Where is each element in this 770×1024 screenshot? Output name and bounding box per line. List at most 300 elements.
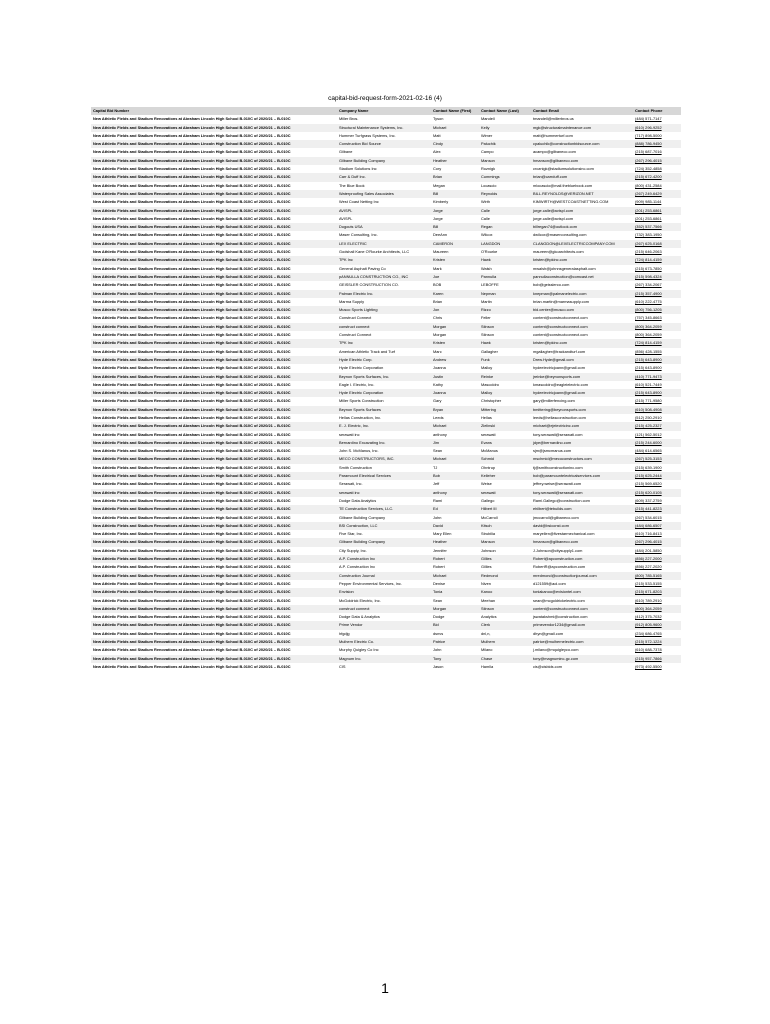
cell-contact-last-name: Schmid — [481, 456, 494, 462]
cell-contact-email[interactable]: jmccarroll@gilbaneco.com — [533, 514, 579, 520]
cell-contact-email[interactable]: david@bsiconst.com — [533, 522, 569, 528]
cell-contact-phone: (856) 428-1555 — [635, 348, 662, 354]
header-capital-bid-number: Capital Bid Number — [93, 108, 130, 113]
cell-contact-phone: (610) 508-4908 — [635, 406, 662, 412]
cell-contact-first-name: Kristen — [433, 257, 446, 263]
cell-contact-first-name: DeeAnn — [433, 232, 448, 238]
cell-contact-last-name: Chase — [481, 655, 493, 661]
cell-capital-bid-number: New Athletic Fields and Stadium Renovations at Abraham Lincoln High School B-010C of 2020/21 – B-010C — [93, 489, 291, 495]
cell-contact-phone: (724) 814-4159 — [635, 257, 662, 263]
cell-contact-first-name: Brian — [433, 174, 443, 180]
cell-contact-email[interactable]: tony.serawati@serawati.com — [533, 489, 583, 495]
cell-contact-phone: (856) 227-2020 — [635, 564, 662, 570]
table-row — [91, 439, 681, 447]
table-row — [91, 563, 681, 571]
cell-contact-phone: (484) 686-6507 — [635, 522, 662, 528]
cell-contact-last-name: Kelly — [481, 124, 490, 130]
cell-contact-first-name: Jim — [433, 439, 440, 445]
table-row — [91, 190, 681, 198]
cell-capital-bid-number: New Athletic Fields and Stadium Renovations at Abraham Lincoln High School B-010C of 2020/21 – B-010C — [93, 323, 291, 329]
cell-contact-last-name: Johnson — [481, 547, 496, 553]
table-row — [91, 489, 681, 497]
cell-contact-email[interactable]: maureen@gkoarchitects.com — [533, 249, 584, 255]
cell-company-name: Miller Bros. — [339, 116, 359, 122]
cell-contact-last-name: Wirth — [481, 199, 491, 205]
cell-contact-last-name: Gillies — [481, 564, 492, 570]
cell-contact-phone: (215) 625-2444 — [635, 473, 662, 479]
cell-contact-last-name: serawati — [481, 489, 496, 495]
cell-contact-last-name: Milano — [481, 647, 493, 653]
cell-contact-last-name: Wimer — [481, 132, 493, 138]
cell-capital-bid-number: New Athletic Fields and Stadium Renovations at Abraham Lincoln High School B-010C of 2020/21 – B-010C — [93, 514, 291, 520]
cell-contact-email[interactable]: cpaluchik@constructionbidsource.com — [533, 141, 600, 147]
table-row — [91, 182, 681, 190]
table-row — [91, 431, 681, 439]
cell-capital-bid-number: New Athletic Fields and Stadium Renovations at Abraham Lincoln High School B-010C of 2020/21 – B-010C — [93, 589, 291, 595]
cell-company-name: Prime Vendor — [339, 622, 363, 628]
cell-contact-last-name: Wilcox — [481, 232, 493, 238]
cell-contact-email[interactable]: content@constructconnect.com — [533, 332, 588, 338]
cell-contact-email[interactable]: dhyn@gmail.com — [533, 630, 564, 636]
cell-contact-email[interactable]: mgk@structuralmaintenance.com — [533, 124, 592, 130]
cell-contact-phone: (732) 383-1950 — [635, 232, 662, 238]
cell-contact-last-name: Kelleher — [481, 473, 496, 479]
cell-contact-email[interactable]: patrice@mulhernelectric.com — [533, 639, 584, 644]
bid-request-table — [91, 107, 681, 671]
cell-contact-last-name: Malloy — [481, 390, 493, 396]
cell-contact-email[interactable]: Robert@apconstruction.com — [533, 556, 583, 562]
cell-contact-email[interactable]: leeds@hellasconstruction.com — [533, 414, 586, 420]
table-row — [91, 173, 681, 181]
cell-contact-last-name: Paluchik — [481, 141, 496, 147]
table-row — [91, 356, 681, 364]
cell-capital-bid-number: New Athletic Fields and Stadium Renovations at Abraham Lincoln High School B-010C of 2020/21 – B-010C — [93, 406, 291, 412]
table-row — [91, 646, 681, 654]
table-row — [91, 231, 681, 239]
cell-company-name: Eagle I. Electric, Inc. — [339, 381, 375, 387]
cell-contact-last-name: Calle — [481, 215, 490, 221]
cell-contact-last-name: LANGDON — [481, 240, 501, 246]
cell-contact-phone: (352) 537-7566 — [635, 224, 662, 230]
cell-company-name: Gilbane Building Company — [339, 514, 386, 520]
cell-contact-phone: (610) 222-4775 — [635, 298, 662, 304]
cell-contact-phone: (215) 673-7850 — [635, 265, 662, 271]
table-row — [91, 240, 681, 248]
cell-contact-first-name: Sean — [433, 448, 443, 454]
cell-company-name: Godshall Kane O'Rourke Architects, LLC — [339, 249, 410, 255]
cell-contact-email[interactable]: CLANGDON@LEXELECTRICCOMPANY.COM — [533, 240, 615, 246]
cell-contact-last-name: Mandell — [481, 116, 495, 122]
cell-capital-bid-number: New Athletic Fields and Stadium Renovations at Abraham Lincoln High School B-010C of 2020/21 – B-010C — [93, 249, 291, 255]
cell-contact-email[interactable]: hmanson@gilbaneco.com — [533, 157, 579, 163]
cell-contact-first-name: Jorge — [433, 207, 443, 213]
cell-contact-phone: (215) 598-4324 — [635, 273, 662, 279]
cell-capital-bid-number: New Athletic Fields and Stadium Renovations at Abraham Lincoln High School B-010C of 2020/21 – B-010C — [93, 365, 291, 371]
cell-contact-email[interactable]: mlocascio@mail.thebluebook.com — [533, 182, 593, 188]
cell-contact-phone: (215) 620-0105 — [635, 489, 662, 495]
cell-contact-last-name: Redmond — [481, 572, 498, 578]
table-row — [91, 655, 681, 663]
cell-company-name: John S. McManus, Inc. — [339, 448, 379, 454]
cell-capital-bid-number: New Athletic Fields and Stadium Renovations at Abraham Lincoln High School B-010C of 2020/21 – B-010C — [93, 531, 291, 537]
cell-capital-bid-number: New Athletic Fields and Stadium Renovations at Abraham Lincoln High School B-010C of 2020/21 – B-010C — [93, 556, 291, 562]
cell-contact-email[interactable]: michael@ejelectricinc.com — [533, 423, 580, 429]
cell-company-name: TPK Inc — [339, 257, 353, 263]
cell-contact-email[interactable]: BILL.REYNOLDS@VERIZON.NET — [533, 190, 594, 196]
cell-capital-bid-number: New Athletic Fields and Stadium Renovations at Abraham Lincoln High School B-010C of 2020/21 – B-010C — [93, 647, 291, 653]
cell-contact-last-name: dnl,n, — [481, 630, 491, 636]
cell-company-name: City Supply, Inc. — [339, 547, 367, 553]
cell-company-name: E. J. Electric, Inc. — [339, 423, 370, 429]
cell-company-name: Serawati, Inc. — [339, 481, 363, 487]
cell-company-name: LEX ELECTRIC — [339, 240, 367, 246]
table-row — [91, 621, 681, 629]
cell-contact-email[interactable]: mwalsh@johnnsgeneralasphalt.com — [533, 265, 596, 271]
cell-company-name: Smith Construction — [339, 464, 372, 470]
cell-contact-first-name: Tonia — [433, 589, 443, 595]
cell-capital-bid-number: New Athletic Fields and Stadium Renovations at Abraham Lincoln High School B-010C of 2020/21 – B-010C — [93, 348, 291, 354]
cell-company-name: Construct Connect — [339, 332, 372, 338]
cell-contact-email[interactable]: RobertR@apconstruction.com — [533, 564, 586, 570]
cell-company-name: Miller Sports Construction — [339, 398, 384, 404]
cell-contact-phone: (800) 431-2584 — [635, 182, 662, 188]
cell-company-name: Maser Consulting, Inc. — [339, 232, 378, 238]
cell-contact-email[interactable]: tmandell@millerbros.us — [533, 116, 574, 122]
cell-contact-email[interactable]: mredmond@constructionjournal.com — [533, 572, 597, 578]
table-row — [91, 572, 681, 580]
cell-contact-email[interactable]: bmittering@beynonsports.com — [533, 406, 586, 412]
cell-contact-phone: (215) 425-2327 — [635, 423, 662, 429]
cell-contact-email[interactable]: cis@cisbids.com — [533, 663, 563, 669]
cell-company-name: MECO CONSTRUCTORS, INC. — [339, 456, 395, 462]
cell-contact-email[interactable]: jswatakshmi@construction.com — [533, 614, 588, 620]
cell-contact-first-name: Heather — [433, 539, 447, 545]
cell-contact-email[interactable]: Drew.Hyde@gmail.com — [533, 356, 574, 362]
cell-contact-email[interactable]: brian@carrduff.com — [533, 174, 568, 180]
cell-contact-phone: (973) 492-5500 — [635, 663, 662, 669]
cell-contact-email[interactable]: jdye@bernardino.com — [533, 439, 572, 445]
cell-capital-bid-number: New Athletic Fields and Stadium Renovations at Abraham Lincoln High School B-010C of 2020/21 – B-010C — [93, 207, 291, 213]
cell-contact-email[interactable]: bid.center@musco.com — [533, 307, 574, 313]
header-company-name: Company Name — [339, 108, 369, 113]
cell-company-name: Murphy Quigley Co Inc — [339, 647, 379, 653]
cell-contact-email[interactable]: d121559@aol.com — [533, 580, 566, 586]
cell-contact-email[interactable]: mschmid@mecoconstructors.com — [533, 456, 592, 462]
cell-company-name: Structural Maintenance Systems, Inc. — [339, 124, 404, 130]
header-contact-first-name: Contact Name (First) — [433, 108, 472, 113]
cell-company-name: Hyde Electric Corp. — [339, 356, 373, 362]
cell-contact-first-name: Maureen — [433, 249, 449, 255]
table-row — [91, 422, 681, 430]
cell-contact-email[interactable]: jorge.calle@avispl.com — [533, 215, 574, 221]
cell-contact-email[interactable]: maryellen@fivestarmechanical.com — [533, 531, 595, 537]
table-row — [91, 555, 681, 563]
cell-contact-first-name: Bryan — [433, 406, 444, 412]
cell-company-name: A.P. Construction Inc — [339, 556, 376, 562]
cell-contact-email[interactable]: jeffrey.weise@serawati.com — [533, 481, 582, 487]
cell-capital-bid-number: New Athletic Fields and Stadium Renovations at Abraham Lincoln High School B-010C of 2020/21 – B-010C — [93, 522, 291, 528]
cell-contact-email[interactable]: jreinke@beynonsports.com — [533, 373, 581, 379]
cell-capital-bid-number: New Athletic Fields and Stadium Renovations at Abraham Lincoln High School B-010C of 2020/21 – B-010C — [93, 639, 291, 644]
cell-contact-first-name: Karen — [433, 290, 444, 296]
cell-company-name: BSI Construction, LLC — [339, 522, 378, 528]
cell-company-name: Construct Connect — [339, 315, 372, 321]
cell-contact-email[interactable]: mgallagher@trackandturf.com — [533, 348, 586, 354]
table-row — [91, 323, 681, 331]
cell-contact-email[interactable]: ehilbert@tebuilds.com — [533, 506, 572, 512]
cell-contact-email[interactable]: j.milano@mquigleyco.com — [533, 647, 579, 653]
cell-contact-last-name: Manson — [481, 157, 495, 163]
cell-contact-first-name: Kimberly — [433, 199, 449, 205]
cell-contact-phone: (888) 786-9450 — [635, 141, 662, 147]
cell-company-name: Five Star, Inc. — [339, 531, 363, 537]
cell-contact-phone: (610) 716-8413 — [635, 531, 662, 537]
cell-contact-phone: (484) 614-6565 — [635, 448, 662, 454]
table-row — [91, 298, 681, 306]
cell-contact-last-name: Evans — [481, 439, 492, 445]
cell-contact-last-name: Stinson — [481, 323, 494, 329]
cell-contact-email[interactable]: brian.martin@marmasupply.com — [533, 298, 589, 304]
cell-company-name: McGoldrick Electric, Inc. — [339, 597, 381, 603]
cell-contact-last-name: Weise — [481, 481, 492, 487]
cell-contact-last-name: Meehan — [481, 597, 496, 603]
cell-contact-email[interactable]: knepman@palmanelectric.com — [533, 290, 587, 296]
cell-contact-last-name: McCarroll — [481, 514, 498, 520]
cell-contact-last-name: Gallego — [481, 497, 495, 503]
cell-company-name: Gilbane — [339, 149, 353, 155]
cell-contact-phone: (215) 639-1900 — [635, 464, 662, 470]
cell-company-name: American Athletic Track and Turf — [339, 348, 396, 354]
cell-contact-first-name: Jorge — [433, 215, 443, 221]
cell-company-name: construct connect — [339, 605, 370, 611]
table-row — [91, 497, 681, 505]
cell-contact-first-name: Patrice — [433, 639, 446, 644]
cell-contact-phone: (215) 244-6000 — [635, 439, 662, 445]
cell-contact-first-name: Michael — [433, 456, 447, 462]
table-row — [91, 256, 681, 264]
table-row — [91, 397, 681, 405]
table-row — [91, 157, 681, 165]
cell-contact-first-name: anthony — [433, 489, 447, 495]
table-header-row — [91, 107, 681, 115]
cell-contact-phone: (609) 337-2759 — [635, 497, 662, 503]
cell-contact-email[interactable]: content@constructconnect.com — [533, 315, 588, 321]
cell-contact-last-name: LEBOFFE — [481, 282, 499, 288]
cell-contact-phone: (121) 562-5012 — [635, 431, 662, 437]
header-contact-email: Contact Email — [533, 108, 559, 113]
cell-capital-bid-number: New Athletic Fields and Stadium Renovations at Abraham Lincoln High School B-010C of 2020/21 – B-010C — [93, 481, 291, 487]
cell-contact-last-name: Christopher — [481, 398, 502, 404]
cell-contact-first-name: Cindy — [433, 141, 443, 147]
table-row — [91, 588, 681, 596]
cell-contact-email[interactable]: hydeelectricjoann@gmail.com — [533, 390, 585, 396]
cell-contact-first-name: Kathy — [433, 381, 443, 387]
cell-company-name: Hellas Construction, Inc. — [339, 414, 382, 420]
table-row — [91, 505, 681, 513]
cell-contact-first-name: Michael — [433, 124, 447, 130]
table-row — [91, 373, 681, 381]
cell-contact-email[interactable]: Rami.Gallego@construction.com — [533, 497, 590, 503]
cell-contact-first-name: Michael — [433, 572, 447, 578]
cell-contact-phone: (267) 296-4015 — [635, 157, 662, 163]
table-row — [91, 331, 681, 339]
cell-contact-first-name: John — [433, 514, 442, 520]
cell-contact-phone: (800) 364-2059 — [635, 323, 662, 329]
cell-contact-phone: (724) 352-4858 — [635, 166, 662, 172]
cell-contact-last-name: Zielinski — [481, 423, 496, 429]
cell-capital-bid-number: New Athletic Fields and Stadium Renovations at Abraham Lincoln High School B-010C of 2020/21 – B-010C — [93, 373, 291, 379]
cell-contact-first-name: Ed — [433, 506, 438, 512]
cell-contact-first-name: Dodge — [433, 614, 445, 620]
cell-company-name: Gilbane Building Company — [339, 539, 386, 545]
table-row — [91, 115, 681, 123]
cell-contact-email[interactable]: croznigk@stadiumsolutionsinc.com — [533, 166, 594, 172]
cell-contact-email[interactable]: billregan74@outlook.com — [533, 224, 577, 230]
table-row — [91, 381, 681, 389]
cell-contact-phone: (215) 646-2063 — [635, 249, 662, 255]
table-row — [91, 281, 681, 289]
cell-company-name: GEISSLER CONSTRUCTION CO. — [339, 282, 399, 288]
cell-capital-bid-number: New Athletic Fields and Stadium Renovations at Abraham Lincoln High School B-010C of 2020/21 – B-010C — [93, 273, 291, 279]
cell-contact-last-name: Manson — [481, 539, 495, 545]
cell-contact-first-name: Marc — [433, 348, 442, 354]
cell-company-name: AVISPL — [339, 215, 353, 221]
cell-contact-email[interactable]: acampo@gilbaneco.com — [533, 149, 576, 155]
cell-contact-email[interactable]: bob@geisslerco.com — [533, 282, 570, 288]
cell-contact-email[interactable]: kristen@tpkinc.com — [533, 257, 568, 263]
cell-capital-bid-number: New Athletic Fields and Stadium Renovations at Abraham Lincoln High School B-010C of 2020/21 – B-010C — [93, 630, 291, 636]
cell-contact-email[interactable]: hydeelectricjoann@gmail.com — [533, 365, 585, 371]
table-row — [91, 207, 681, 215]
cell-capital-bid-number: New Athletic Fields and Stadium Renovations at Abraham Lincoln High School B-010C of 2020/21 – B-010C — [93, 356, 291, 362]
cell-contact-phone: (267) 296-4015 — [635, 539, 662, 545]
cell-contact-first-name: Joe — [433, 273, 440, 279]
table-row — [91, 455, 681, 463]
cell-contact-last-name: Hawk — [481, 340, 491, 346]
cell-contact-email[interactable]: tony.serawati@serawati.com — [533, 431, 583, 437]
cell-contact-first-name: dsnvs — [433, 630, 444, 636]
cell-contact-last-name: Calle — [481, 207, 490, 213]
cell-company-name: AVISPL — [339, 207, 353, 213]
cell-contact-email[interactable]: dwilcox@maserconsulting.com — [533, 232, 587, 238]
cell-contact-first-name: Bob — [433, 473, 440, 479]
cell-contact-email[interactable]: kmascoldro@eagleielectric.com — [533, 381, 588, 387]
cell-contact-email[interactable]: matt@hummerturf.com — [533, 132, 573, 138]
cell-company-name: pANNULLA CONSTRUCTION CO., INC — [339, 273, 409, 279]
table-row — [91, 597, 681, 605]
cell-contact-first-name: BOB — [433, 282, 442, 288]
cell-contact-phone: (267) 334-2067 — [635, 282, 662, 288]
cell-contact-email[interactable]: toniakanoo@evisiontel.com — [533, 589, 581, 595]
table-row — [91, 547, 681, 555]
cell-contact-phone: (234) 686-4765 — [635, 630, 662, 636]
cell-contact-last-name: Hilbert III — [481, 506, 497, 512]
cell-contact-email[interactable]: tj@smithconstructioninc.com — [533, 464, 583, 470]
cell-contact-email[interactable]: content@constructconnect.com — [533, 323, 588, 329]
cell-contact-email[interactable]: content@constructconnect.com — [533, 605, 588, 611]
table-row — [91, 663, 681, 671]
table-row — [91, 472, 681, 480]
header-contact-last-name: Contact Name (Last) — [481, 108, 519, 113]
page-number: 1 — [381, 980, 389, 996]
cell-contact-first-name: Jason — [433, 663, 444, 669]
cell-contact-phone: (215) 671-8203 — [635, 589, 662, 595]
cell-contact-email[interactable]: jorge.calle@avispl.com — [533, 207, 574, 213]
cell-contact-first-name: Andrew — [433, 356, 447, 362]
cell-contact-email[interactable]: primevendor1234@gmail.com — [533, 622, 585, 628]
cell-company-name: TE Construction Services, LLC. — [339, 506, 394, 512]
cell-contact-first-name: anthony — [433, 431, 447, 437]
cell-capital-bid-number: New Athletic Fields and Stadium Renovations at Abraham Lincoln High School B-010C of 2020/21 – B-010C — [93, 199, 291, 205]
cell-capital-bid-number: New Athletic Fields and Stadium Renovations at Abraham Lincoln High School B-010C of 2020/21 – B-010C — [93, 257, 291, 263]
cell-contact-phone: (909) 985-1144 — [635, 199, 662, 205]
cell-capital-bid-number: New Athletic Fields and Stadium Renovations at Abraham Lincoln High School B-010C of 2020/21 – B-010C — [93, 506, 291, 512]
cell-contact-last-name: Analytics — [481, 614, 497, 620]
cell-company-name: Magnum Inc. — [339, 655, 362, 661]
cell-capital-bid-number: New Athletic Fields and Stadium Renovations at Abraham Lincoln High School B-010C of 2020/21 – B-010C — [93, 398, 291, 404]
cell-contact-email[interactable]: bob@paramountelectricalservices.com — [533, 473, 601, 479]
cell-contact-first-name: Denise — [433, 580, 446, 586]
table-row — [91, 306, 681, 314]
table-row — [91, 248, 681, 256]
cell-capital-bid-number: New Athletic Fields and Stadium Renovations at Abraham Lincoln High School B-010C of 2020/21 – B-010C — [93, 464, 291, 470]
cell-contact-last-name: Strubilia — [481, 531, 496, 537]
cell-contact-email[interactable]: hmanson@gilbaneco.com — [533, 539, 579, 545]
cell-capital-bid-number: New Athletic Fields and Stadium Renovations at Abraham Lincoln High School B-010C of 2020/21 – B-010C — [93, 605, 291, 611]
cell-contact-first-name: Jeff — [433, 481, 440, 487]
cell-contact-phone: (201) 253-6861 — [635, 215, 662, 221]
cell-company-name: serawati inc — [339, 431, 360, 437]
cell-contact-last-name: Pannulla — [481, 273, 497, 279]
cell-contact-last-name: Mulhern — [481, 639, 496, 644]
cell-contact-first-name: Jennifer — [433, 547, 447, 553]
cell-capital-bid-number: New Athletic Fields and Stadium Renovations at Abraham Lincoln High School B-010C of 2020/21 – B-010C — [93, 414, 291, 420]
cell-contact-email[interactable]: pannullaconstruction@comcast.net — [533, 273, 594, 279]
cell-company-name: Marma Supply — [339, 298, 365, 304]
cell-contact-phone: (484) 201-5850 — [635, 547, 662, 553]
cell-contact-first-name: CAMERON — [433, 240, 453, 246]
cell-contact-last-name: Roznigk — [481, 166, 496, 172]
cell-contact-email[interactable]: J.Johnson@citysupply1.com — [533, 547, 583, 553]
cell-contact-last-name: McManus — [481, 448, 498, 454]
cell-contact-first-name: Robert — [433, 556, 445, 562]
cell-company-name: Hummer Turfgrass Systems, Inc. — [339, 132, 396, 138]
table-row — [91, 132, 681, 140]
cell-contact-first-name: Gary — [433, 398, 442, 404]
cell-contact-email[interactable]: sean@mcgoldrickelectric.com — [533, 597, 585, 603]
cell-capital-bid-number: New Athletic Fields and Stadium Renovations at Abraham Lincoln High School B-010C of 2020/21 – B-010C — [93, 132, 291, 138]
cell-contact-last-name: O'Rourke — [481, 249, 498, 255]
cell-capital-bid-number: New Athletic Fields and Stadium Renovations at Abraham Lincoln High School B-010C of 2020/21 – B-010C — [93, 431, 291, 437]
cell-contact-email[interactable]: tony@magnuminc-gc.com — [533, 655, 579, 661]
cell-contact-email[interactable]: sjm@jsmcmanus.com — [533, 448, 572, 454]
cell-contact-email[interactable]: kristen@tpkinc.com — [533, 340, 568, 346]
cell-company-name: CIS — [339, 663, 346, 669]
bid-request-sheet — [91, 107, 681, 671]
cell-contact-first-name: Bid — [433, 622, 439, 628]
cell-contact-email[interactable]: gary@millerfencing.com — [533, 398, 575, 404]
cell-company-name: Bernardino Excavating Inc. — [339, 439, 386, 445]
cell-capital-bid-number: New Athletic Fields and Stadium Renovations at Abraham Lincoln High School B-010C of 2020/21 – B-010C — [93, 547, 291, 553]
cell-capital-bid-number: New Athletic Fields and Stadium Renovations at Abraham Lincoln High School B-010C of 2020/21 – B-010C — [93, 116, 291, 122]
cell-company-name: Dugouts USA — [339, 224, 363, 230]
cell-contact-email[interactable]: KIMWIRTH@WESTCOASTNETTING.COM — [533, 199, 609, 205]
cell-contact-phone: (512) 250-2910 — [635, 414, 662, 420]
cell-company-name: Gilbane Building Company — [339, 157, 386, 163]
cell-contact-phone: (215) 687-7016 — [635, 149, 662, 155]
cell-capital-bid-number: New Athletic Fields and Stadium Renovations at Abraham Lincoln High School B-010C of 2020/21 – B-010C — [93, 622, 291, 628]
cell-contact-last-name: Gallagher — [481, 348, 498, 354]
